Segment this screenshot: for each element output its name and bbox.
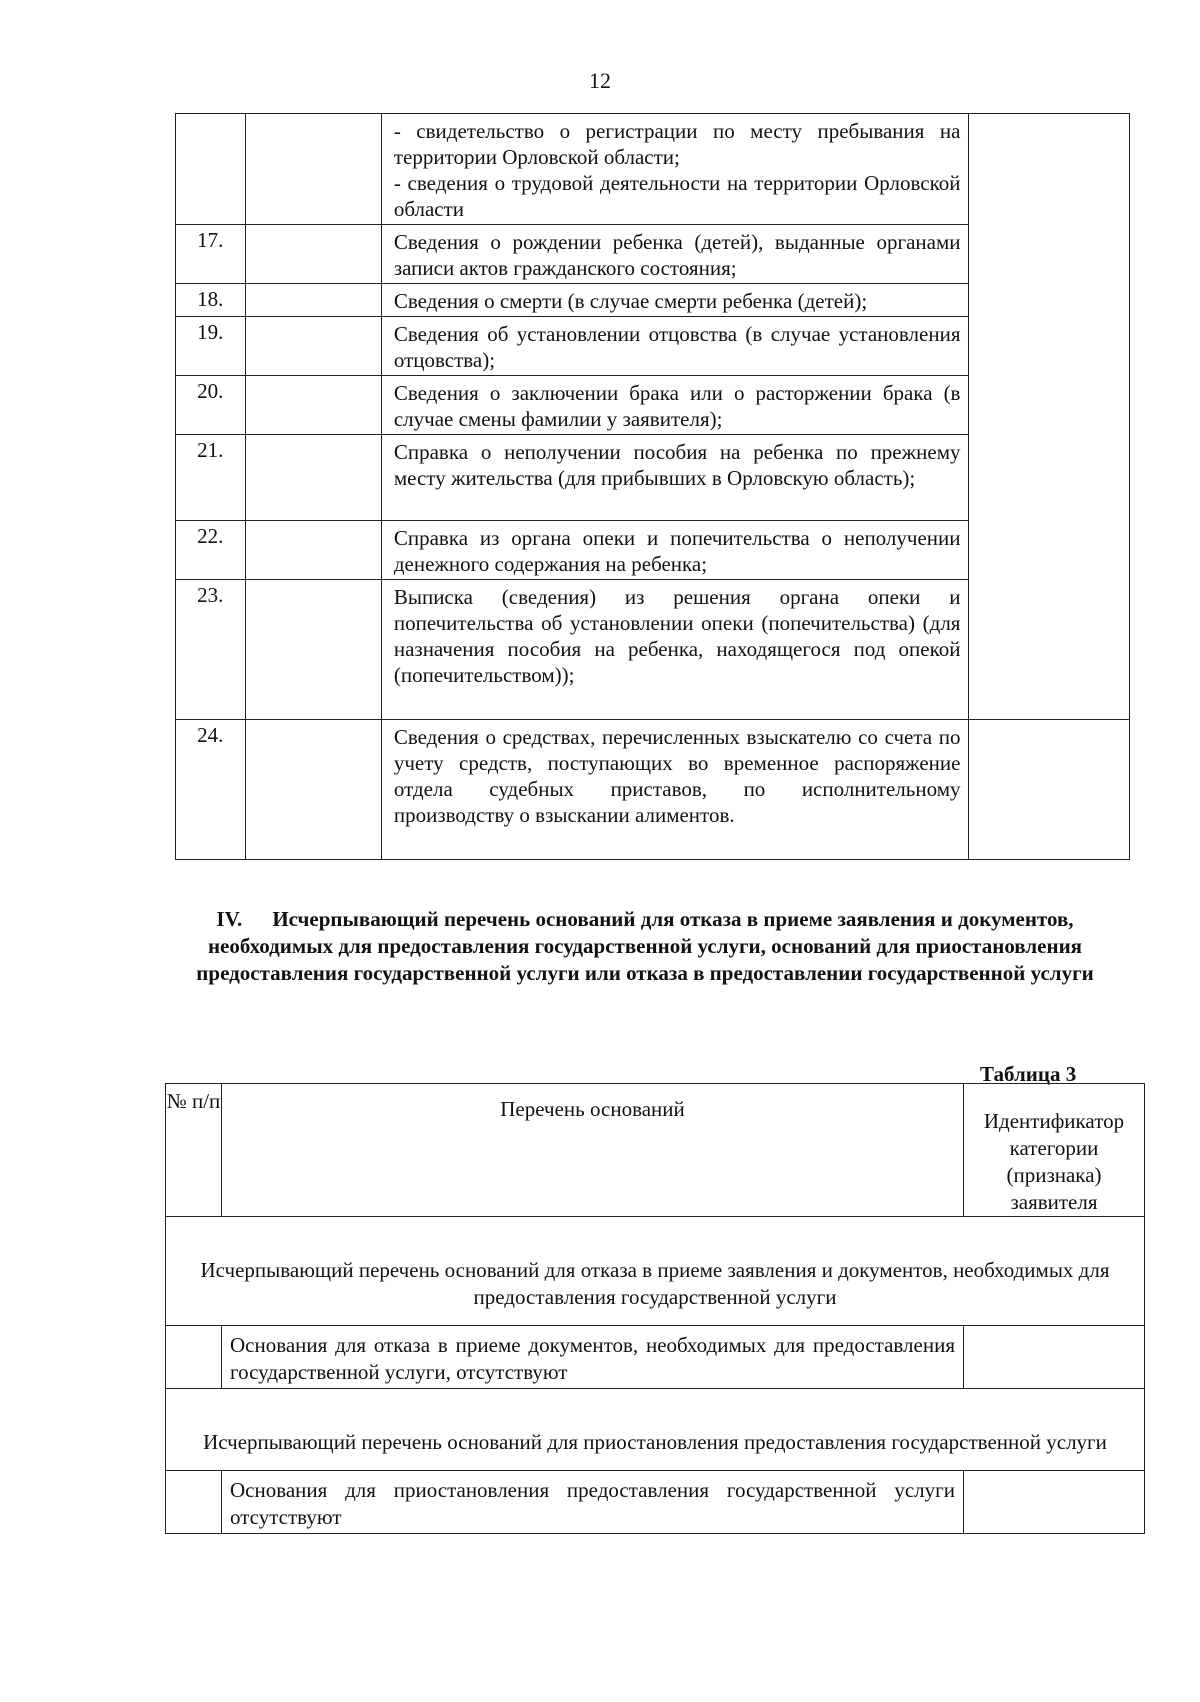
row-number [166,1471,222,1534]
row-text: Сведения о средствах, перечисленных взыскателю со счета по учету средств, поступающих во временное распоряжение отдела судебных приставов, по исполнительному производству о взыскании алиментов. [381,720,969,860]
row-number: 23. [176,580,246,720]
row-text: Основания для отказа в приеме документов, необходимых для предоставления государственной услуги, отсутствуют [222,1326,964,1389]
group-title: Исчерпывающий перечень оснований для отказа в приеме заявления и документов, необходимых для предоставления государственной услуги [166,1217,1145,1326]
empty-cell [245,284,381,317]
section-number: IV. [216,907,243,931]
section-title: Исчерпывающий перечень оснований для отказа в приеме заявления и документов, необходимых для предоставления государственной услуги, оснований для приостановления предоставления государственной услуги или отказа в предоставлении государственной услуги [196,907,1094,985]
group-title: Исчерпывающий перечень оснований для приостановления предоставления государственной услуги [166,1389,1145,1471]
empty-cell [245,114,381,225]
empty-cell [245,720,381,860]
table-header-row [166,1084,1145,1217]
row-number: 20. [176,376,246,435]
table-caption: Таблица 3 [980,1062,1077,1086]
empty-cell [245,225,381,284]
row-text [381,114,969,225]
table-row [176,114,1130,225]
header-grounds-list: Перечень оснований [222,1084,964,1217]
page-number: 12 [589,68,611,93]
row-number: 18. [176,284,246,317]
row-text: Сведения о смерти (в случае смерти ребенка (детей); [381,284,969,317]
empty-cell [245,521,381,580]
row-text: Сведения о заключении брака или о расторжении брака (в случае смены фамилии у заявителя); [381,376,969,435]
row-number [176,114,246,225]
row-number: 21. [176,435,246,521]
row-text: Сведения об установлении отцовства (в случае установления отцовства); [381,317,969,376]
identifier-cell [969,720,1130,860]
identifier-cell [964,1471,1145,1534]
empty-cell [245,435,381,521]
list-item: - сведения о трудовой деятельности на территории Орловской области [393,171,961,221]
identifier-cell [964,1326,1145,1389]
group-title-row [166,1217,1145,1326]
empty-cell [245,580,381,720]
group-title-row [166,1389,1145,1471]
identifier-cell [969,114,1130,720]
section-heading [180,906,1110,987]
empty-cell [245,376,381,435]
row-number: 19. [176,317,246,376]
row-number: 17. [176,225,246,284]
row-number: 22. [176,521,246,580]
header-identifier: Идентификатор категории (признака) заявителя [964,1084,1145,1217]
row-number: 24. [176,720,246,860]
documents-table-continuation [175,113,1130,860]
row-text: Справка из органа опеки и попечительства о неполучении денежного содержания на ребенка; [381,521,969,580]
table-row [176,720,1130,860]
row-text: Справка о неполучении пособия на ребенка по прежнему месту жительства (для прибывших в Орловскую область); [381,435,969,521]
row-number [166,1326,222,1389]
header-number: № п/п [166,1084,222,1217]
table-row [166,1471,1145,1534]
row-text: Выписка (сведения) из решения органа опеки и попечительства об установлении опеки (попечительства) (для назначения пособия на ребенка, находящегося под опекой (попечительством)); [381,580,969,720]
empty-cell [245,317,381,376]
row-text: Сведения о рождении ребенка (детей), выданные органами записи актов гражданского состояния; [381,225,969,284]
grounds-table [165,1083,1145,1534]
list-item: - свидетельство о регистрации по месту пребывания на территории Орловской области; [393,119,961,169]
row-text: Основания для приостановления предоставления государственной услуги отсутствуют [222,1471,964,1534]
table-row [166,1326,1145,1389]
